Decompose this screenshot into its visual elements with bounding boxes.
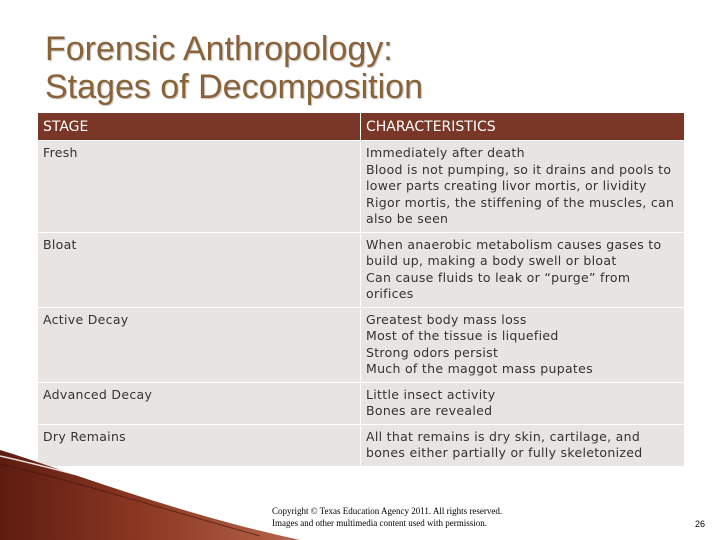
table-row bbox=[38, 307, 685, 382]
stage-cell: Active Decay bbox=[38, 307, 361, 382]
copyright-footer bbox=[272, 505, 502, 529]
characteristics-cell bbox=[361, 232, 685, 307]
table-row bbox=[38, 141, 685, 233]
title-line-1: Forensic Anthropology: bbox=[45, 30, 393, 68]
stage-cell: Dry Remains bbox=[38, 424, 361, 466]
stage-cell: Fresh bbox=[38, 141, 361, 233]
characteristic-line: Bones are revealed bbox=[366, 403, 493, 418]
slide-title bbox=[45, 30, 423, 106]
characteristic-line: When anaerobic metabolism causes gases to build up, making a body swell or bloat bbox=[366, 236, 662, 268]
table-row bbox=[38, 382, 685, 424]
stage-cell: Advanced Decay bbox=[38, 382, 361, 424]
characteristic-line: Immediately after death bbox=[366, 145, 525, 160]
characteristic-line: Can cause fluids to leak or “purge” from orifices bbox=[366, 269, 631, 301]
characteristics-cell bbox=[361, 307, 685, 382]
characteristic-line: Rigor mortis, the stiffening of the muscles, can also be seen bbox=[366, 194, 675, 226]
characteristics-cell bbox=[361, 141, 685, 233]
characteristic-line: Little insect activity bbox=[366, 386, 496, 402]
characteristic-line: Much of the maggot mass pupates bbox=[366, 361, 593, 376]
table-row bbox=[38, 232, 685, 307]
swoosh-shape bbox=[0, 450, 300, 540]
copyright-line-2: Images and other multimedia content used with permission. bbox=[272, 518, 487, 528]
characteristics-cell bbox=[361, 382, 685, 424]
page-number: 26 bbox=[694, 519, 705, 529]
decomposition-stages-table bbox=[37, 112, 685, 467]
title-line-2: Stages of Decomposition bbox=[45, 68, 423, 106]
characteristic-line: Most of the tissue is liquefied bbox=[366, 328, 559, 343]
copyright-line-1: Copyright © Texas Education Agency 2011. All rights reserved. bbox=[272, 506, 503, 516]
stage-cell: Bloat bbox=[38, 232, 361, 307]
header-stage: STAGE bbox=[38, 113, 361, 141]
characteristic-line: Strong odors persist bbox=[366, 344, 499, 360]
characteristic-line: All that remains is dry skin, cartilage, and bones either partially or fully skeletonized bbox=[366, 428, 643, 460]
header-characteristics: CHARACTERISTICS bbox=[361, 113, 685, 141]
characteristic-line: Greatest body mass loss bbox=[366, 311, 527, 327]
characteristic-line: Blood is not pumping, so it drains and pools to lower parts creating livor mortis, or lividity bbox=[366, 161, 672, 193]
table-header-row bbox=[38, 113, 685, 141]
